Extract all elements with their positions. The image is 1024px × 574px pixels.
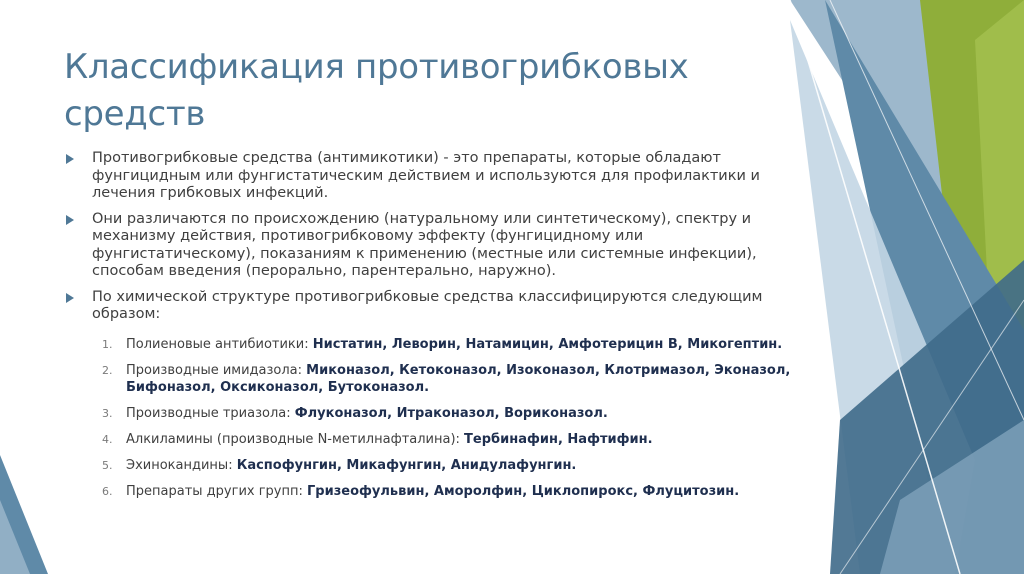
list-number: 5. (102, 458, 113, 472)
drug-names: Миконазол, Кетоконазол, Изоконазол, Клотримазол, Эконазол, Бифоназол, Оксиконазол, Бутоконазол (126, 362, 791, 395)
list-end: . (647, 431, 653, 447)
group-label: Полиеновые антибиотики: (126, 336, 313, 352)
list-number: 4. (102, 432, 113, 446)
bullet-text: По химической структуре противогрибковые средства классифицируются следующим образом: (92, 288, 763, 322)
bullet-item (64, 289, 794, 324)
list-number: 2. (102, 363, 113, 377)
arrow-bullet-icon (66, 293, 74, 303)
list-item (64, 362, 794, 396)
list-item (64, 431, 794, 448)
list-item (64, 457, 794, 474)
arrow-bullet-icon (66, 215, 74, 225)
group-label: Эхинокандины: (126, 457, 237, 473)
group-label: Производные триазола: (126, 405, 295, 421)
drug-names: Флуконазол, Итраконазол, Вориконазол (294, 405, 603, 421)
group-label: Алкиламины (производные N-метилнафталина): (126, 431, 465, 447)
list-end: . (602, 405, 608, 421)
classification-list (64, 336, 794, 500)
list-end: . (777, 336, 783, 352)
bullet-item (64, 150, 794, 203)
drug-names: Нистатин, Леворин, Натамицин, Амфотерицин В, Микогептин (312, 336, 778, 352)
list-end: . (424, 379, 430, 395)
drug-names: Гризеофульвин, Аморолфин, Циклопирокс, Флуцитозин (307, 483, 735, 499)
group-label: Препараты других групп: (126, 483, 308, 499)
slide-title: Классификация противогрибковых средств (64, 47, 689, 134)
list-number: 6. (102, 484, 113, 498)
list-end: . (734, 483, 740, 499)
list-item (64, 336, 794, 353)
slide-content (64, 150, 794, 509)
bullet-text: Они различаются по происхождению (натуральному или синтетическому), спектру и механизму действия, противогрибковому эффекту (фунгицидному или фунгистатическому), показаниям к применению (местные или системные инфекции), способам введения (перорально, парентерально, наружно). (92, 210, 757, 279)
bullet-item (64, 211, 794, 281)
bullet-text: Противогрибковые средства (антимикотики) - это препараты, которые обладают фунгицидным или фунгистатическим действием и используются для профилактики и лечения грибковых инфекций. (92, 150, 760, 201)
group-label: Производные имидазола: (126, 362, 307, 378)
list-number: 3. (102, 406, 113, 420)
drug-names: Тербинафин, Нафтифин (464, 431, 648, 447)
list-number: 1. (102, 337, 113, 351)
drug-names: Каспофунгин, Микафунгин, Анидулафунгин (236, 457, 572, 473)
list-end: . (571, 457, 577, 473)
arrow-bullet-icon (66, 154, 74, 164)
list-item (64, 483, 794, 500)
list-item (64, 405, 794, 422)
